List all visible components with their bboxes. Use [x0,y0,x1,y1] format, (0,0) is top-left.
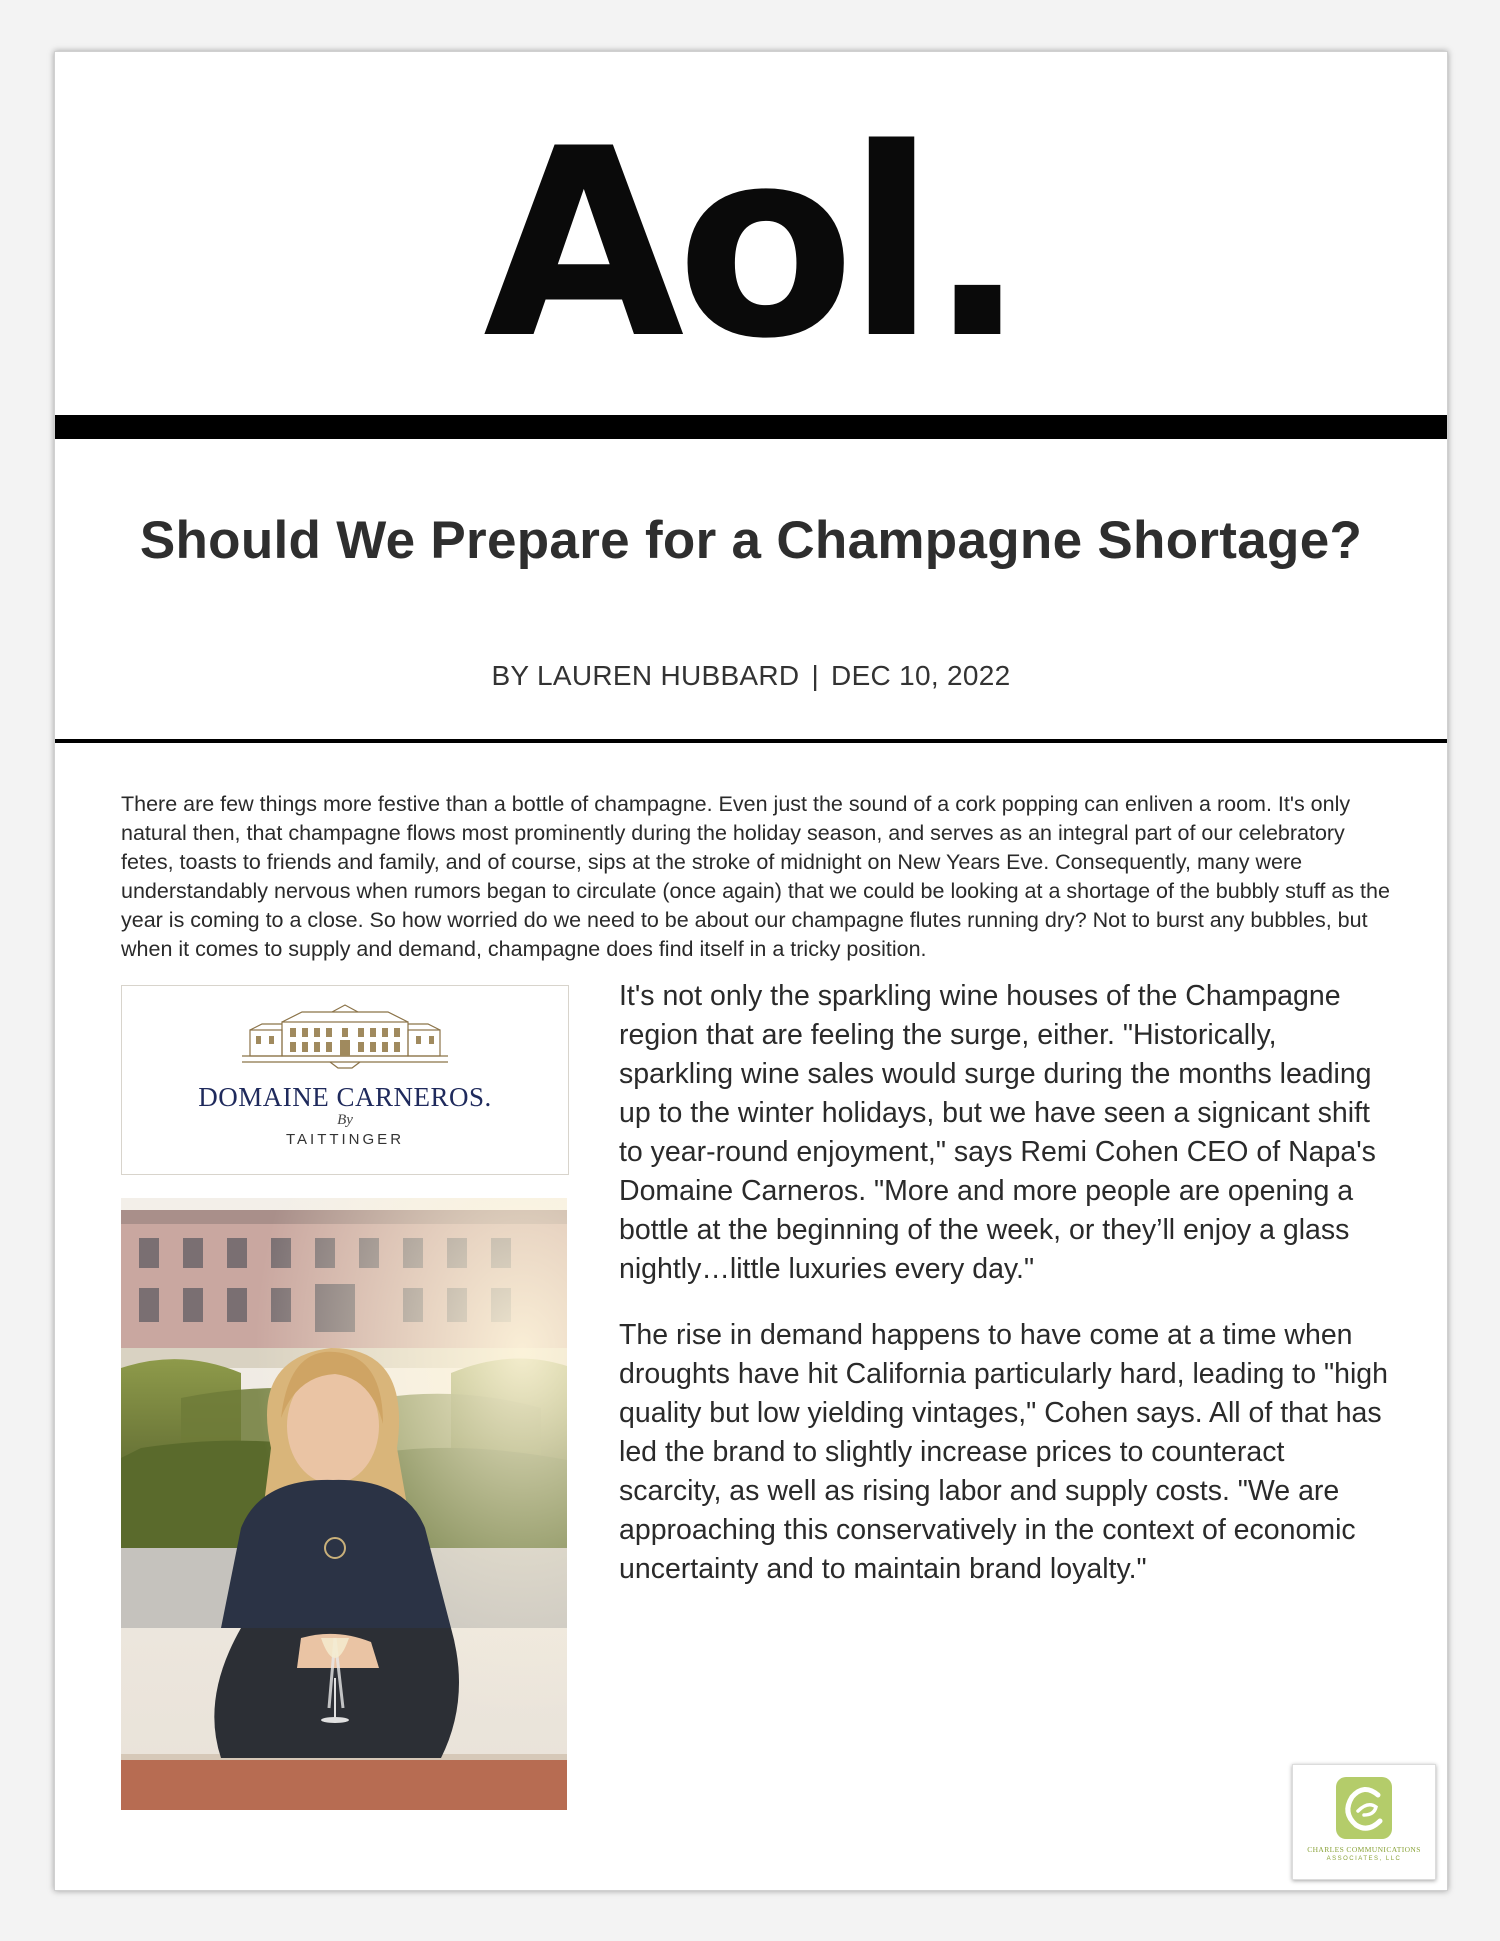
byline-separator: | [811,660,820,691]
article-body [619,977,1389,1616]
byline [55,660,1447,692]
aol-logo: Aol. [483,93,1019,396]
body-paragraph: It's not only the sparkling wine houses of the Champagne region that are feeling the surge, either. "Historically, sparkling wine sales would surge during the months leading up to the winter holidays, but we have seen a signicant shift to year-round enjoyment," says Remi Cohen CEO of Napa's Domaine Carneros. "More and more people are opening a bottle at the beginning of the week, or they’ll enjoy a glass nightly…little luxuries every day." [619,980,1376,1285]
domaine-carneros-logo [121,985,569,1175]
masthead-divider [55,415,1447,439]
masthead [55,52,1447,417]
brand-by: By [337,1112,353,1128]
agency-name: CHARLES COMMUNICATIONS [1307,1845,1421,1854]
chateau-icon [242,1004,448,1070]
byline-author: BY LAUREN HUBBARD [491,660,800,691]
remi-cohen-photo [121,1198,567,1810]
article-lede: There are few things more festive than a bottle of champagne. Even just the sound of a cork popping can enliven a room. It's only natural then, that champagne flows most prominently during the holiday season, and serves as an integral part of our celebratory fetes, toasts to friends and family, and of course, sips at the stroke of midnight on New Years Eve. Consequently, many were understandably nervous when rumors began to circulate (once again) that we could be looking at a shortage of the bubbly stuff as the year is coming to a close. So how worried do we need to be about our champagne flutes running dry? Not to burst any bubbles, but when it comes to supply and demand, champagne does find itself in a tricky position. [121,792,1390,961]
byline-date: DEC 10, 2022 [831,660,1011,691]
charles-communications-logo [1292,1764,1436,1880]
agency-mark-icon [1334,1775,1394,1841]
article-page [54,51,1448,1891]
article-headline: Should We Prepare for a Champagne Shortage? [139,511,1363,570]
body-paragraph: The rise in demand happens to have come at a time when droughts have hit California particularly hard, leading to "high quality but low yielding vintages," Cohen says. All of that has led the brand to slightly increase prices to counteract scarcity, as well as rising labor and supply costs. "We are approaching this conservatively in the context of economic uncertainty and to maintain brand loyalty." [619,1319,1388,1585]
brand-sub: TAITTINGER [285,1131,405,1148]
portrait-illustration [121,1198,567,1810]
brand-name: DOMAINE CARNEROS. [198,1082,492,1112]
byline-divider [55,739,1447,743]
agency-sub: ASSOCIATES, LLC [1326,1856,1402,1862]
